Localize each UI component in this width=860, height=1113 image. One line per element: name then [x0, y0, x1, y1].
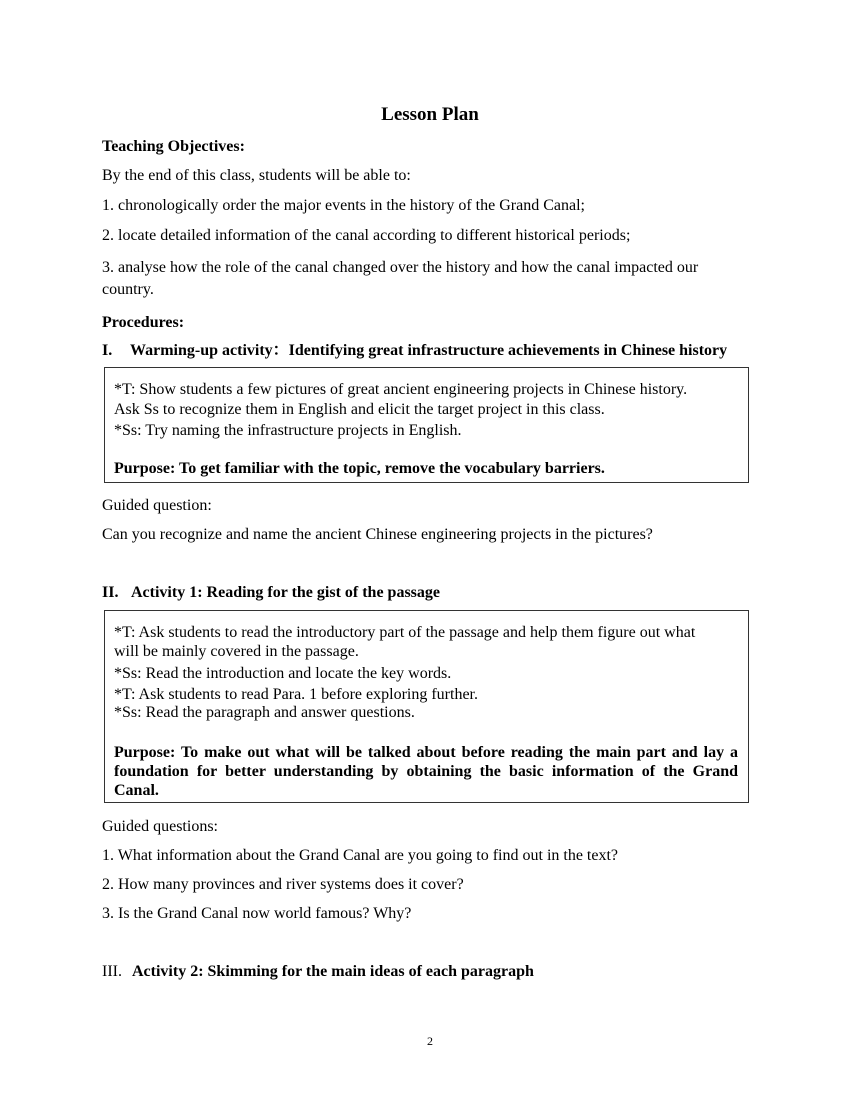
objective-item-3: 3. analyse how the role of the canal changed over the history and how the canal impacted our — [102, 259, 699, 276]
procedures-heading: Procedures: — [102, 314, 185, 331]
objectives-heading: Teaching Objectives: — [102, 138, 245, 155]
section-1-guided-label: Guided question: — [102, 497, 212, 514]
section-1-box-line-2: Ask Ss to recognize them in English and elicit the target project in this class. — [114, 401, 605, 418]
page-title: Lesson Plan — [381, 104, 479, 125]
objective-item-3-cont: country. — [102, 281, 154, 298]
section-1-box-line-3: *Ss: Try naming the infrastructure projects in English. — [114, 422, 462, 439]
section-2-guided-question-3: 3. Is the Grand Canal now world famous? Why? — [102, 905, 412, 922]
objective-item-2: 2. locate detailed information of the canal according to different historical periods; — [102, 227, 631, 244]
section-2-box-line-5: *Ss: Read the paragraph and answer questions. — [114, 704, 415, 721]
section-1-guided-question: Can you recognize and name the ancient Chinese engineering projects in the pictures? — [102, 526, 653, 543]
objectives-intro: By the end of this class, students will be able to: — [102, 167, 411, 184]
section-2-purpose-line-1: Purpose: To make out what will be talked about before reading the main part and lay a — [114, 744, 738, 761]
section-2-box-line-2: will be mainly covered in the passage. — [114, 643, 359, 660]
section-1-box — [104, 367, 749, 483]
section-2-guided-question-1: 1. What information about the Grand Canal are you going to find out in the text? — [102, 847, 619, 864]
section-3-numeral: III. — [102, 963, 122, 980]
section-1-title: Warming-up activity：Identifying great infrastructure achievements in Chinese history — [130, 342, 728, 359]
section-2-box-line-1: *T: Ask students to read the introductory part of the passage and help them figure out what — [114, 624, 696, 641]
section-2-title: Activity 1: Reading for the gist of the passage — [131, 584, 441, 601]
section-2-numeral: II. — [102, 584, 119, 601]
section-1-numeral: I. — [102, 342, 113, 359]
objective-item-1: 1. chronologically order the major events in the history of the Grand Canal; — [102, 197, 585, 214]
section-1-box-line-1: *T: Show students a few pictures of great ancient engineering projects in Chinese history. — [114, 381, 688, 398]
section-1-purpose: Purpose: To get familiar with the topic, remove the vocabulary barriers. — [114, 460, 605, 477]
section-2-box — [104, 610, 749, 803]
section-2-guided-label: Guided questions: — [102, 818, 218, 835]
section-2-purpose-line-3: Canal. — [114, 782, 159, 799]
section-2-guided-question-2: 2. How many provinces and river systems does it cover? — [102, 876, 464, 893]
section-2-purpose-line-2: foundation for better understanding by obtaining the basic information of the Grand — [114, 763, 738, 780]
section-2-box-line-4: *T: Ask students to read Para. 1 before exploring further. — [114, 686, 478, 703]
page-number: 2 — [427, 1034, 433, 1048]
section-2-box-line-3: *Ss: Read the introduction and locate the key words. — [114, 665, 452, 682]
section-3-title: Activity 2: Skimming for the main ideas of each paragraph — [132, 963, 534, 980]
